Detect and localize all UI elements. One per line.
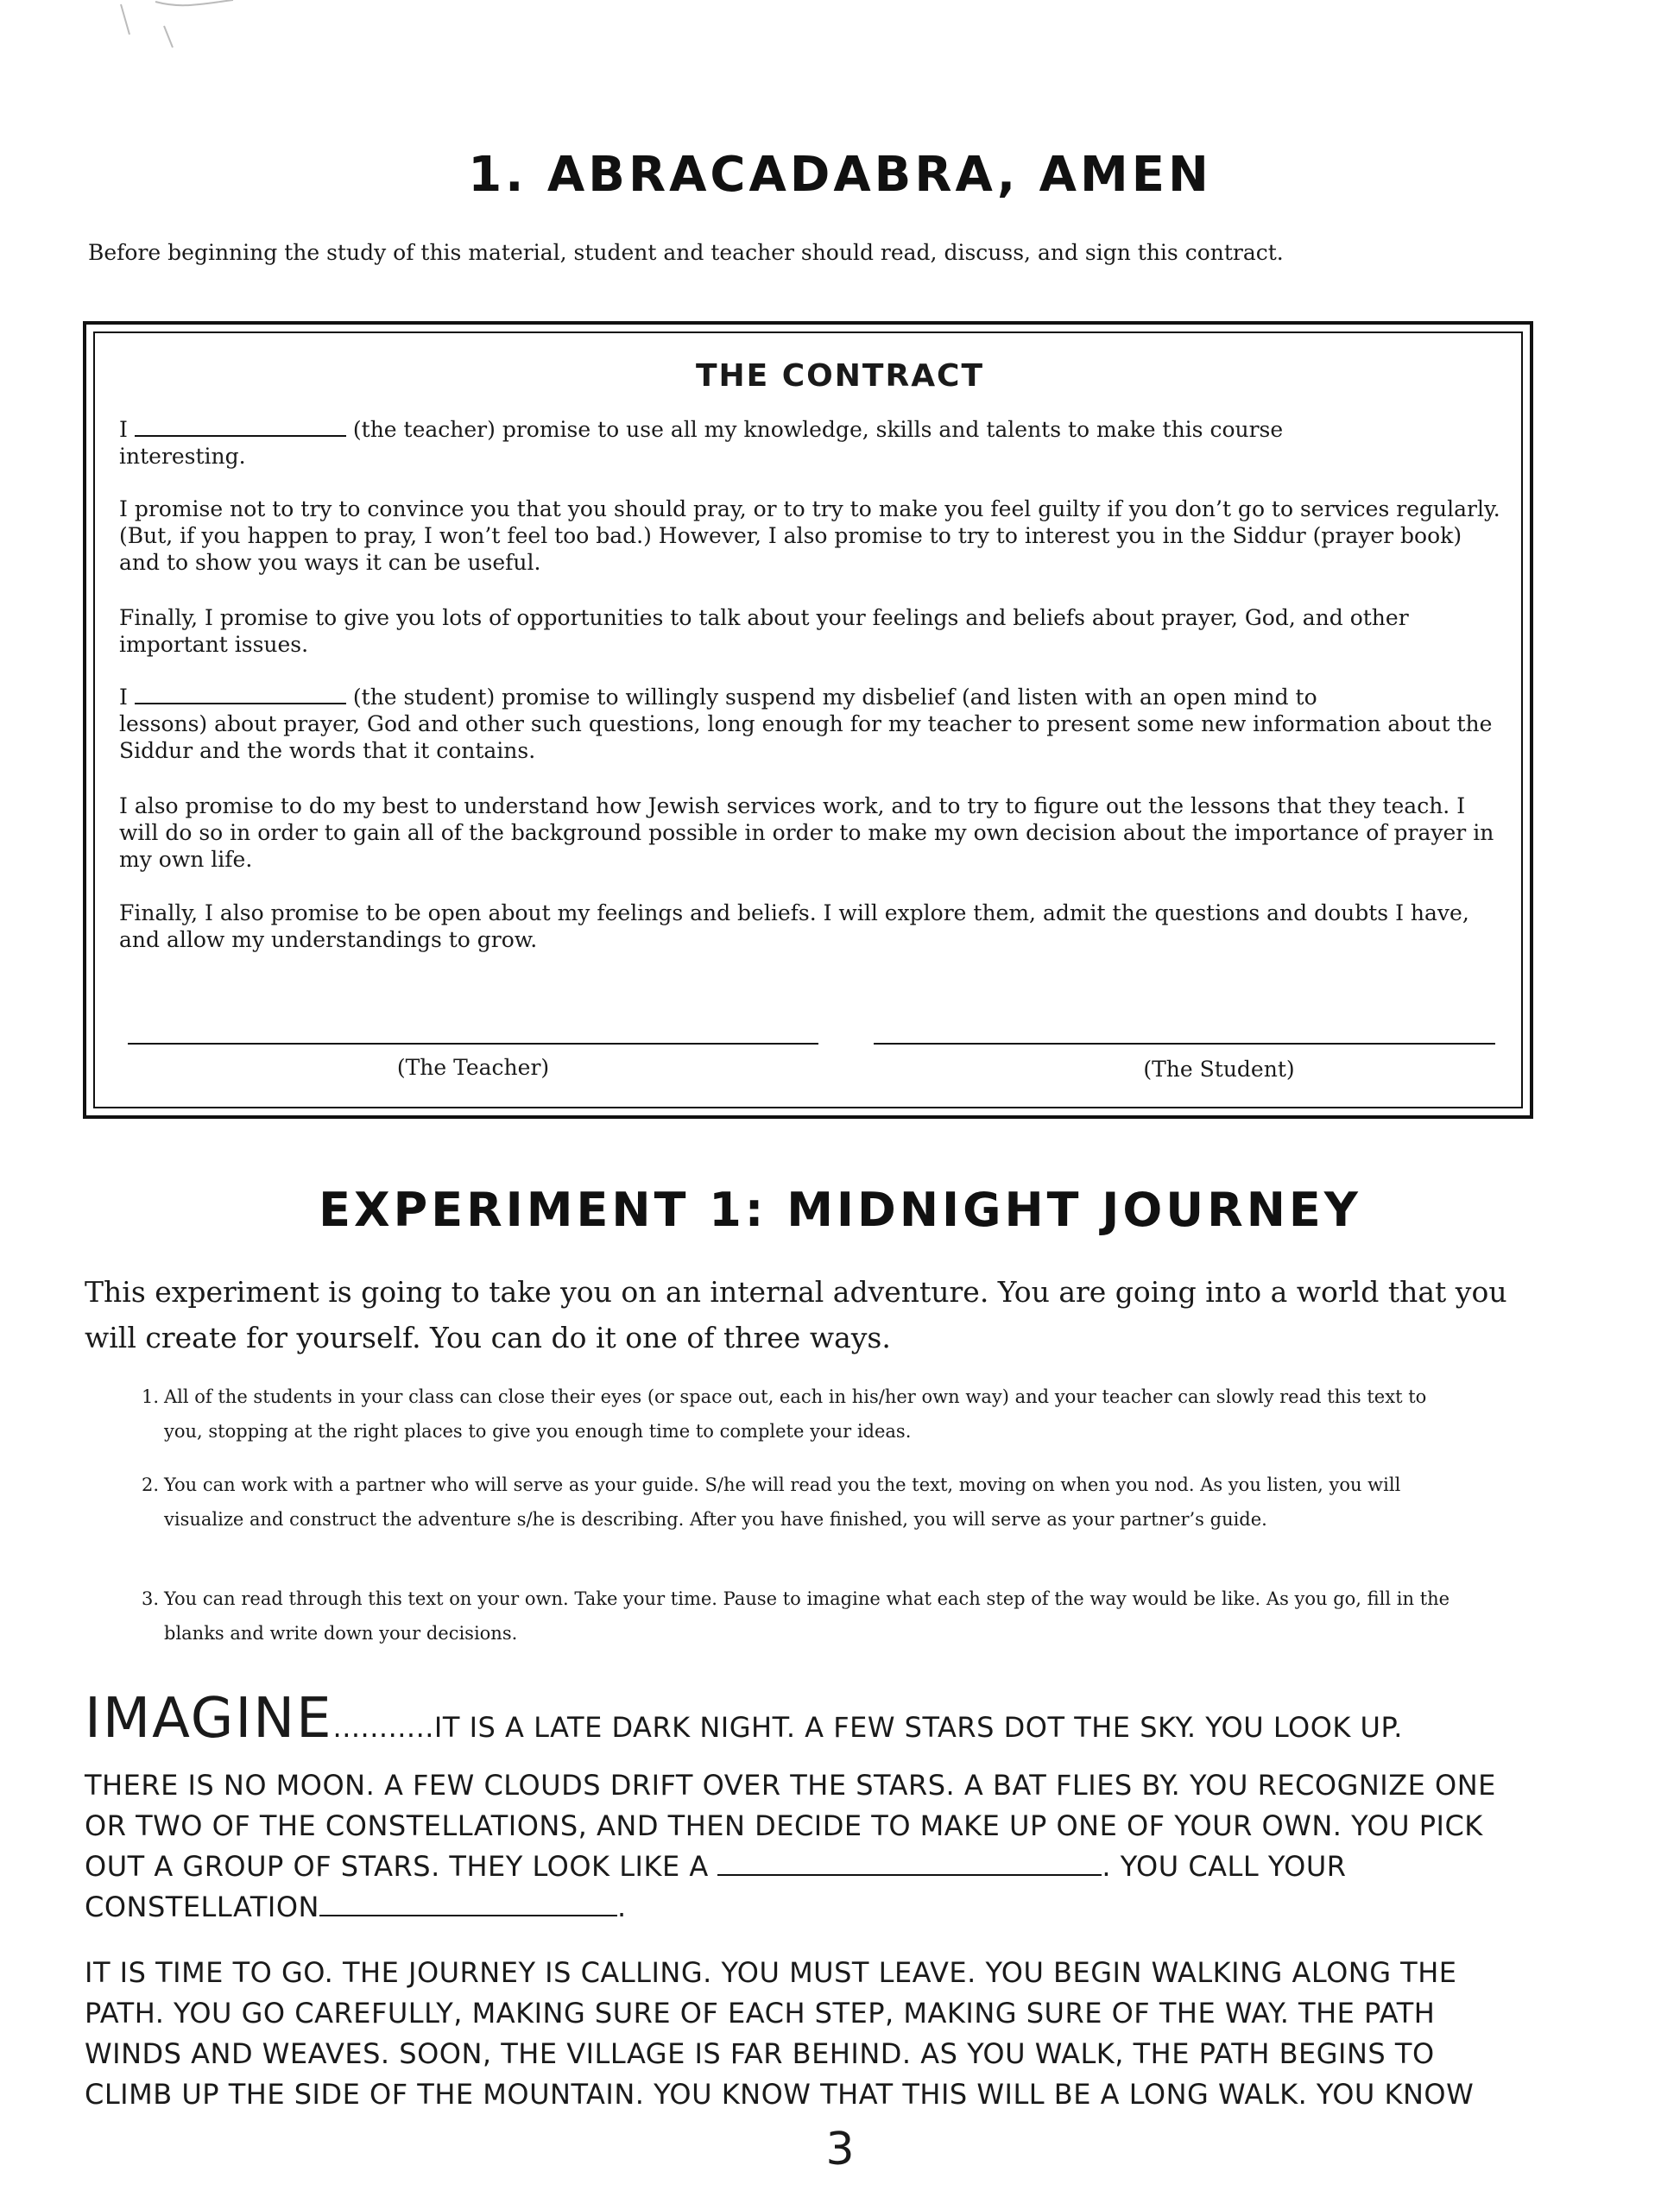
teacher-promise-line1: (the teacher) promise to use all my knowledge, skills and talents to make this course [352, 417, 1284, 442]
page-number: 3 [825, 2124, 855, 2175]
teacher-promise-line2: interesting. [119, 444, 246, 469]
constellation-shape-blank[interactable] [717, 1852, 1102, 1876]
student-signature-line[interactable] [874, 1043, 1495, 1045]
student-promise-line1: (the student) promise to willingly suspend my disbelief (and listen with an open mind to [352, 685, 1317, 710]
student-prefix: I [119, 685, 128, 710]
journey-line-2: PATH. YOU GO CAREFULLY, MAKING SURE OF EACH STEP, MAKING SURE OF THE WAY. THE PATH [85, 1997, 1436, 2030]
imagine-line-4: OUT A GROUP OF STARS. THEY LOOK LIKE A . YOU CALL YOUR [85, 1850, 1347, 1883]
list-item: 1. All of the students in your class can close their eyes (or space out, each in his/her own way) and your teacher can slowly read this text to you, stopping at the right places to give you enough time to complete your ideas. [142, 1386, 1427, 1442]
contract-title: THE CONTRACT [695, 358, 985, 394]
teacher-signature-line[interactable] [128, 1043, 818, 1045]
teacher-promise [119, 416, 1500, 470]
student-signature-label: (The Student) [1143, 1057, 1295, 1082]
teacher-prefix: I [119, 417, 128, 442]
teacher-signature-label: (The Teacher) [396, 1055, 550, 1080]
experiment-intro: This experiment is going to take you on an internal adventure. You are going into a world that you will create for yourself. You can do it one of three ways. [85, 1275, 1507, 1354]
list-item: 2. You can work with a partner who will serve as your guide. S/he will read you the text, moving on when you nod. As you listen, you will visualize and construct the adventure s/he is describing. After you have finished, you will serve as your partner’s guide. [142, 1474, 1401, 1530]
imagine-line-3: OR TWO OF THE CONSTELLATIONS, AND THEN DECIDE TO MAKE UP ONE OF YOUR OWN. YOU PICK [85, 1809, 1483, 1842]
imagine-word: IMAGINE [85, 1687, 333, 1751]
student-promise [119, 684, 1500, 764]
intro-text: Before beginning the study of this material, student and teacher should read, discuss, and sign this contract. [88, 240, 1284, 265]
constellation-name-blank[interactable] [319, 1892, 617, 1916]
contract-paragraph-6: Finally, I also promise to be open about my feelings and beliefs. I will explore them, admit the questions and doubts I have, and allow my understandings to grow. [119, 900, 1469, 952]
teacher-name-blank[interactable] [135, 416, 346, 437]
journey-line-4: CLIMB UP THE SIDE OF THE MOUNTAIN. YOU KNOW THAT THIS WILL BE A LONG WALK. YOU KNOW [85, 2078, 1475, 2111]
list-item: 3. You can read through this text on your own. Take your time. Pause to imagine what each step of the way would be like. As you go, fill in the blanks and write down your decisions. [142, 1588, 1450, 1644]
contract-paragraph-2: I promise not to try to convince you that you should pray, or to try to make you feel guilty if you don’t go to services regularly. (But, if you happen to pray, I won’t feel too bad.) However, I also promise to try to interest you in the Siddur (prayer book) and to show you ways it can be useful. [119, 496, 1500, 575]
journey-line-3: WINDS AND WEAVES. SOON, THE VILLAGE IS FAR BEHIND. AS YOU WALK, THE PATH BEGINS TO [85, 2037, 1435, 2070]
contract-paragraph-3: Finally, I promise to give you lots of opportunities to talk about your feelings and beliefs about prayer, God, and other important issues. [119, 605, 1409, 657]
student-promise-rest: lessons) about prayer, God and other such questions, long enough for my teacher to present some new information about the Siddur and the words that it contains. [119, 711, 1493, 763]
journey-line-1: IT IS TIME TO GO. THE JOURNEY IS CALLING. YOU MUST LEAVE. YOU BEGIN WALKING ALONG THE [85, 1956, 1457, 1989]
scan-mark [104, 0, 276, 60]
imagine-line-2: THERE IS NO MOON. A FEW CLOUDS DRIFT OVER THE STARS. A BAT FLIES BY. YOU RECOGNIZE ONE [85, 1769, 1496, 1802]
imagine-line-1: IMAGINE...........IT IS A LATE DARK NIGHT. A FEW STARS DOT THE SKY. YOU LOOK UP. [85, 1687, 1403, 1751]
contract-paragraph-5: I also promise to do my best to understand how Jewish services work, and to try to figure out the lessons that they teach. I will do so in order to gain all of the background possible in order to make my own decision about the importance of prayer in my own life. [119, 793, 1494, 872]
experiment-title: EXPERIMENT 1: MIDNIGHT JOURNEY [319, 1183, 1361, 1237]
imagine-line-5: CONSTELLATION . [85, 1891, 627, 1923]
student-name-blank[interactable] [135, 684, 346, 704]
page-title: 1. ABRACADABRA, AMEN [468, 147, 1212, 203]
